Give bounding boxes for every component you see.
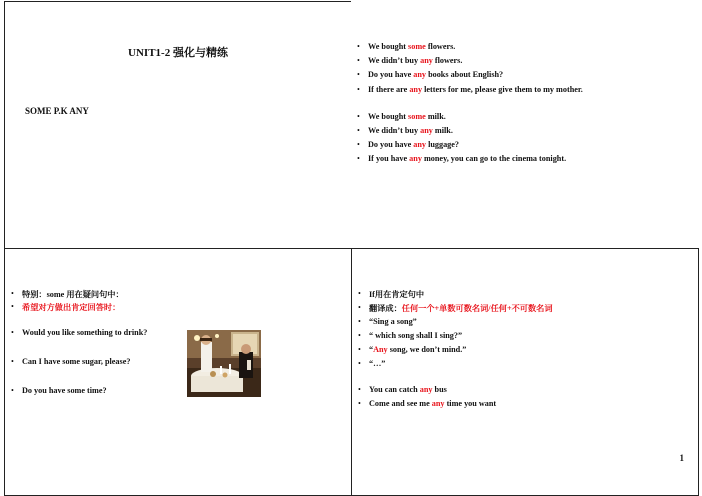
dining-photo (187, 330, 261, 397)
list-item: • Do you have some time? (11, 386, 147, 399)
dining-scene-image (187, 330, 261, 397)
slide-title: UNIT1-2 强化与精练 (128, 47, 228, 59)
note-expect-yes: • 希望对方做出肯定回答时： (11, 302, 147, 315)
usage-list (358, 289, 553, 413)
list-item: • We bought some flowers. (357, 42, 583, 56)
list-item: • “ which song shall I sing?” (358, 331, 553, 345)
slide-4 (351, 248, 699, 496)
list-item: • We didn’t buy any milk. (357, 126, 583, 140)
list-item: • We bought some milk. (357, 112, 583, 126)
question-list (11, 289, 147, 399)
list-item: • Would you like something to drink? (11, 328, 147, 341)
page-number: 1 (679, 453, 684, 463)
example-sentence-list (357, 42, 583, 169)
list-item: • If you have any money, you can go to the cinema tonight. (357, 154, 583, 168)
list-item: • “Sing a song” (358, 317, 553, 331)
list-item: • Come and see me any time you want (358, 399, 553, 413)
list-item: • Do you have any luggage? (357, 140, 583, 154)
list-item: • If there are any letters for me, please give them to my mother. (357, 85, 583, 99)
list-item: • If用在肯定句中 (358, 289, 553, 303)
slide-3 (4, 248, 352, 496)
slide-2 (351, 1, 699, 249)
list-item: • “Any song, we don’t mind.” (358, 345, 553, 359)
list-item: • Do you have any books about English? (357, 70, 583, 84)
list-item: • “…” (358, 359, 553, 373)
slide-1 (4, 1, 352, 249)
note-special: • 特别：some 用在疑问句中： (11, 289, 147, 302)
list-item: • Can I have some sugar, please? (11, 357, 147, 370)
list-item: • You can catch any bus (358, 385, 553, 399)
list-item: • We didn’t buy any flowers. (357, 56, 583, 70)
slide-subtitle: SOME P.K ANY (25, 106, 89, 116)
list-item: • 翻译成：任何一个+单数可数名词/任何+不可数名词 (358, 303, 553, 317)
